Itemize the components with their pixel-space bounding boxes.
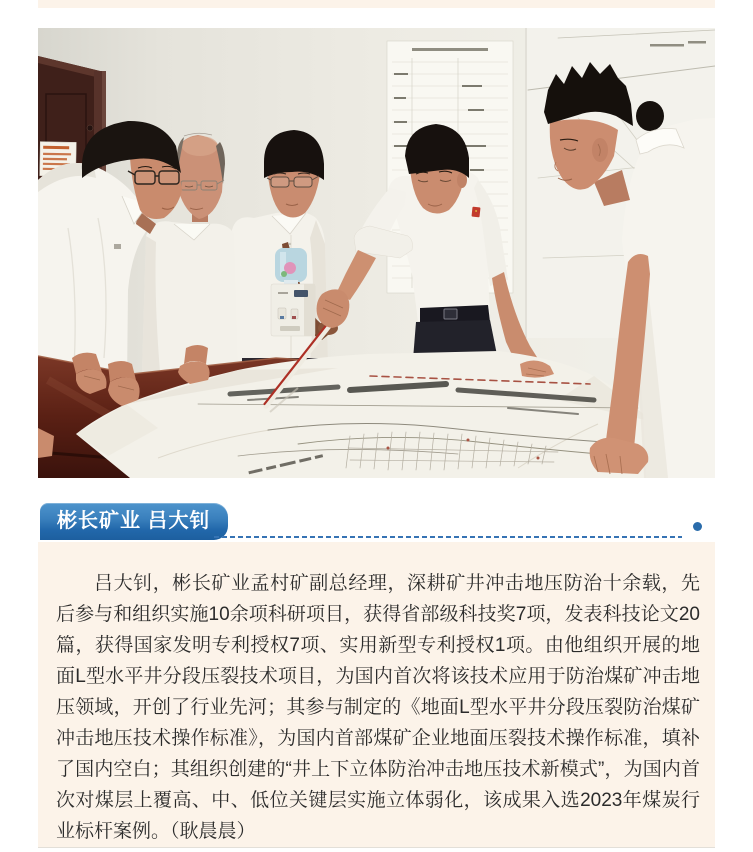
article-paragraph: 吕大钊，彬长矿业孟村矿副总经理，深耕矿井冲击地压防治十余载，先后参与和组织实施10余项科研项目，获得省部级科技奖7项，发表科技论文20篇，获得国家发明专利授权7项、实用新型专利授权1项。由他组织开展的地面L型水平井分段压裂技术项目，为国内首次将该技术应用于防治煤矿冲击地压领域，开创了行业先河；其参与制定的《地面L型水平井分段压裂防治煤矿冲击地压技术操作标准》，为国内首部煤矿企业地面压裂技术操作标准，填补了国内空白；其组织创建的“井上下立体防治冲击地压技术新模式”，为国内首次对煤层上覆高、中、低位关键层实施立体弱化，该成果入选2023年煤炭行业标杆案例。（耿晨晨） — [56, 573, 700, 842]
glasses — [128, 171, 179, 184]
article-body — [38, 542, 715, 848]
shirt-logo — [114, 244, 121, 249]
section-badge — [40, 503, 228, 540]
divider-end-dot — [693, 522, 702, 531]
party-badge — [471, 207, 480, 218]
article-photo — [38, 28, 715, 478]
dashed-divider — [214, 536, 682, 538]
previous-section-remnant — [38, 0, 715, 8]
section-badge-label: 彬长矿业 吕大钊 — [57, 510, 211, 532]
door-handle — [87, 125, 93, 131]
